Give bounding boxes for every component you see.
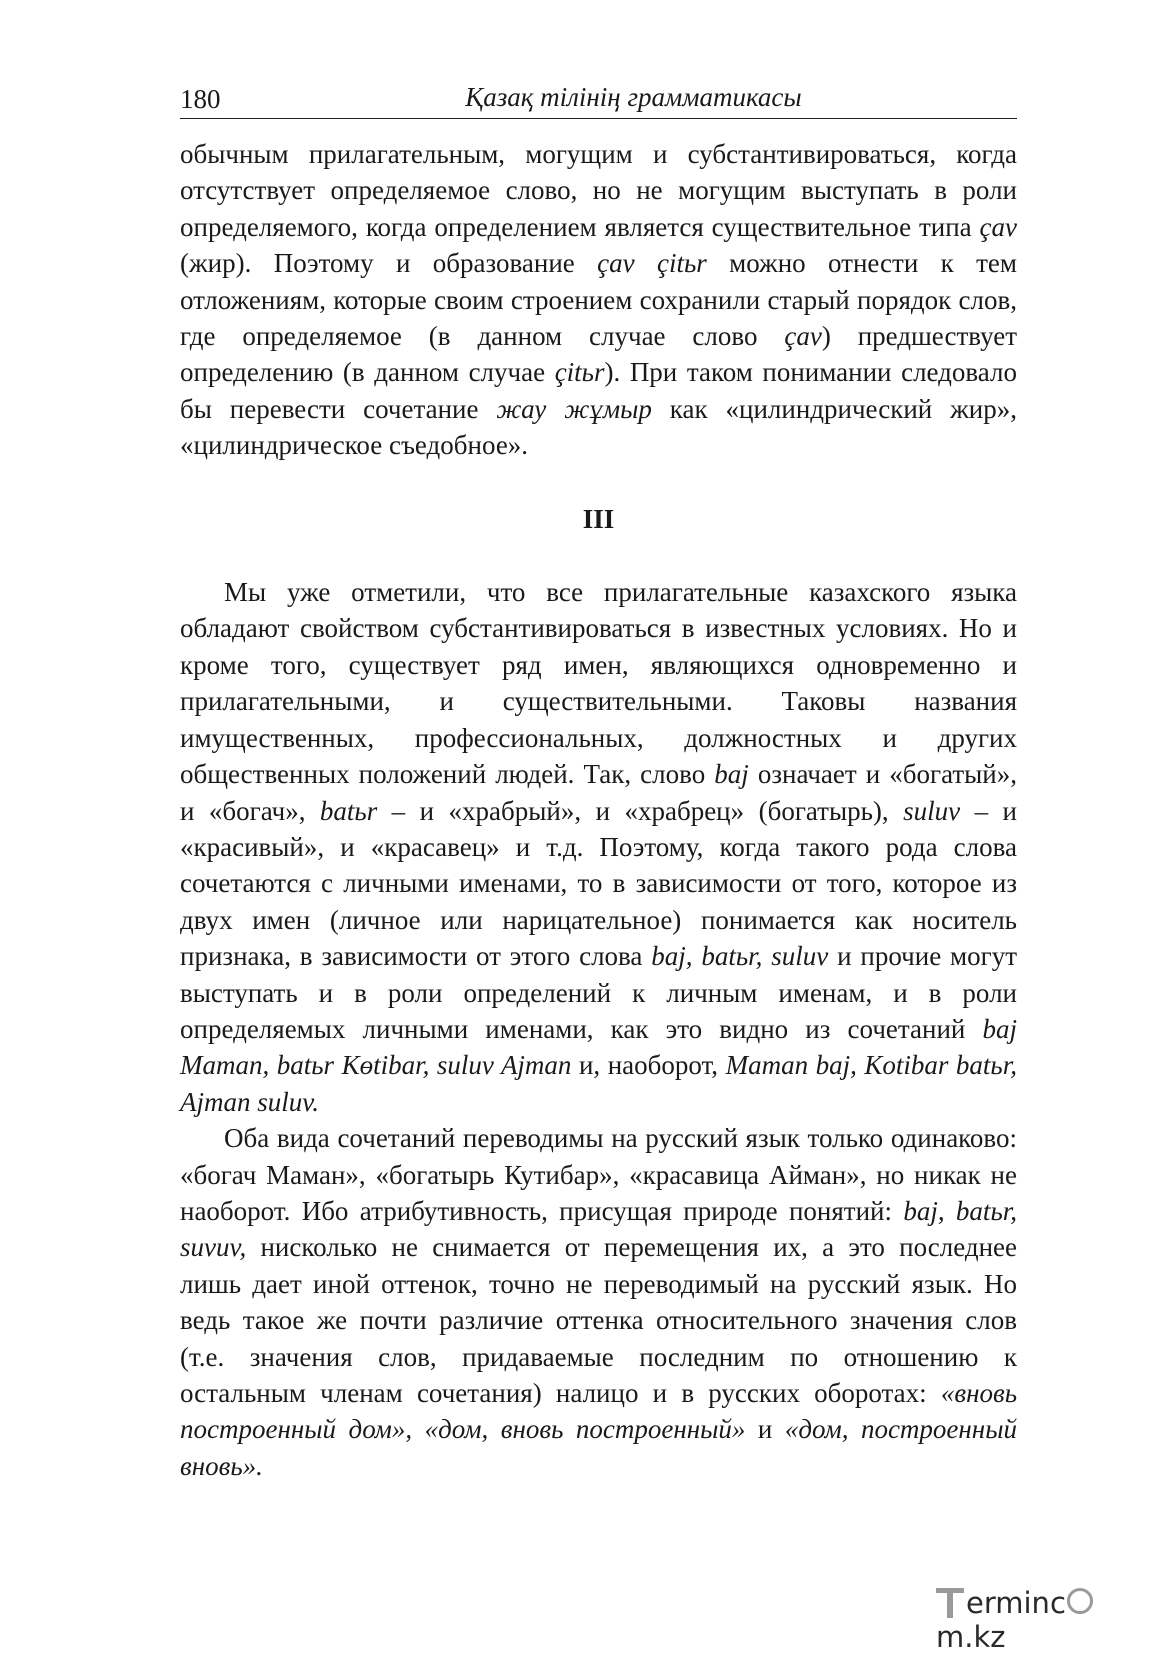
- text-run: и, наоборот,: [571, 1050, 726, 1081]
- watermark-text: m.kz: [936, 1620, 1006, 1654]
- paragraph-2: [180, 574, 1017, 1120]
- paragraph-3: [180, 1120, 1017, 1484]
- ring-logo-icon: [1067, 1588, 1093, 1614]
- t-logo-icon: [936, 1586, 966, 1620]
- italic-term: baj, batьr, suluv: [651, 941, 829, 972]
- text-run: и прочие могут выступать и в роли определений к личным именам, и в роли определяемых личными именами, как это видно из сочетаний: [180, 941, 1018, 1044]
- italic-term: baj Maman, batьr Kөtibar, suluv Ajman: [180, 1013, 1017, 1081]
- italic-term: жау жұмыр: [496, 393, 652, 424]
- text-run: ). При таком понимании следовало бы перевести сочетание: [180, 357, 1017, 424]
- text-run: обычным прилагательным, могущим и субстантивироваться, когда отсутствует определяемое слово, но не могущим выступать в роли определяемого, когда определением является существительное типа: [180, 139, 1017, 242]
- section-heading: III: [582, 503, 615, 534]
- italic-term: Maman baj, Kotibar batьr, Ajman suluv.: [180, 1050, 1017, 1117]
- italic-term: baj, batьr, suvuv,: [180, 1195, 1017, 1263]
- italic-term: baj: [714, 759, 749, 790]
- italic-term: çav: [784, 321, 822, 352]
- text-run: ) предшествует определению (в данном случае: [180, 321, 1017, 388]
- italic-term: çav çitьr: [597, 248, 707, 279]
- running-title: Қазақ тілінің грамматикасы: [465, 82, 802, 112]
- italic-term: çitьr: [554, 357, 605, 388]
- italic-term: batьr: [319, 795, 378, 826]
- watermark-text: erminc: [966, 1586, 1066, 1620]
- text-run: означает и «богатый», и «богач»,: [180, 759, 1017, 826]
- watermark-logo: [936, 1586, 1136, 1654]
- text-run: и: [745, 1414, 785, 1445]
- page-body: [180, 136, 1017, 1484]
- italic-term: çav: [979, 211, 1017, 242]
- italic-term: «вновь построенный дом», «дом, вновь построенный»: [180, 1378, 1017, 1445]
- text-run: Оба вида сочетаний переводимы на русский язык только одинаково: «богач Маман», «богатырь Кутибар», «красавица Айман», но никак не наоборот. Ибо атрибутивность, присущая природе понятий:: [180, 1123, 1017, 1226]
- italic-term: «дом, построенный вновь».: [180, 1414, 1017, 1481]
- text-run: Мы уже отметили, что все прилагательные казахского языка обладают свойством субстантивироваться в известных условиях. Но и кроме того, существует ряд имен, являющихся одновременно и прилагательными, и существительными. Таковы названия имущественных, профессиональных, должностных и других общественных положений людей. Так, слово: [180, 577, 1017, 790]
- text-run: – и «храбрый», и «храбрец» (богатырь),: [377, 795, 904, 826]
- page-header: [180, 80, 1017, 119]
- text-run: как «цилиндрический жир», «цилиндрическое съедобное».: [180, 393, 1017, 461]
- text-run: – и «красивый», и «красавец» и т.д. Поэтому, когда такого рода слова сочетаются с личными именами, то в зависимости от того, которое из двух имен (личное или нарицательное) понимается как носитель признака, в зависимости от этого слова: [180, 795, 1018, 972]
- italic-term: suluv: [903, 795, 961, 826]
- page-number: 180: [180, 84, 221, 114]
- text-run: можно отнести к тем отложениям, которые своим строением сохранили старый порядок слов, где определяемое (в данном случае слово: [180, 248, 1017, 352]
- paragraph-1: [180, 136, 1017, 464]
- text-run: (жир). Поэтому и образование: [180, 248, 598, 279]
- text-run: нисколько не снимается от перемещения их, а это последнее лишь дает иной оттенок, точно не переводимый на русский язык. Но ведь такое же почти различие оттенка относительного значения слов (т.е. значения слов, придаваемые последним по отношению к остальным членам сочетания) налицо и в русских оборотах:: [180, 1232, 1017, 1408]
